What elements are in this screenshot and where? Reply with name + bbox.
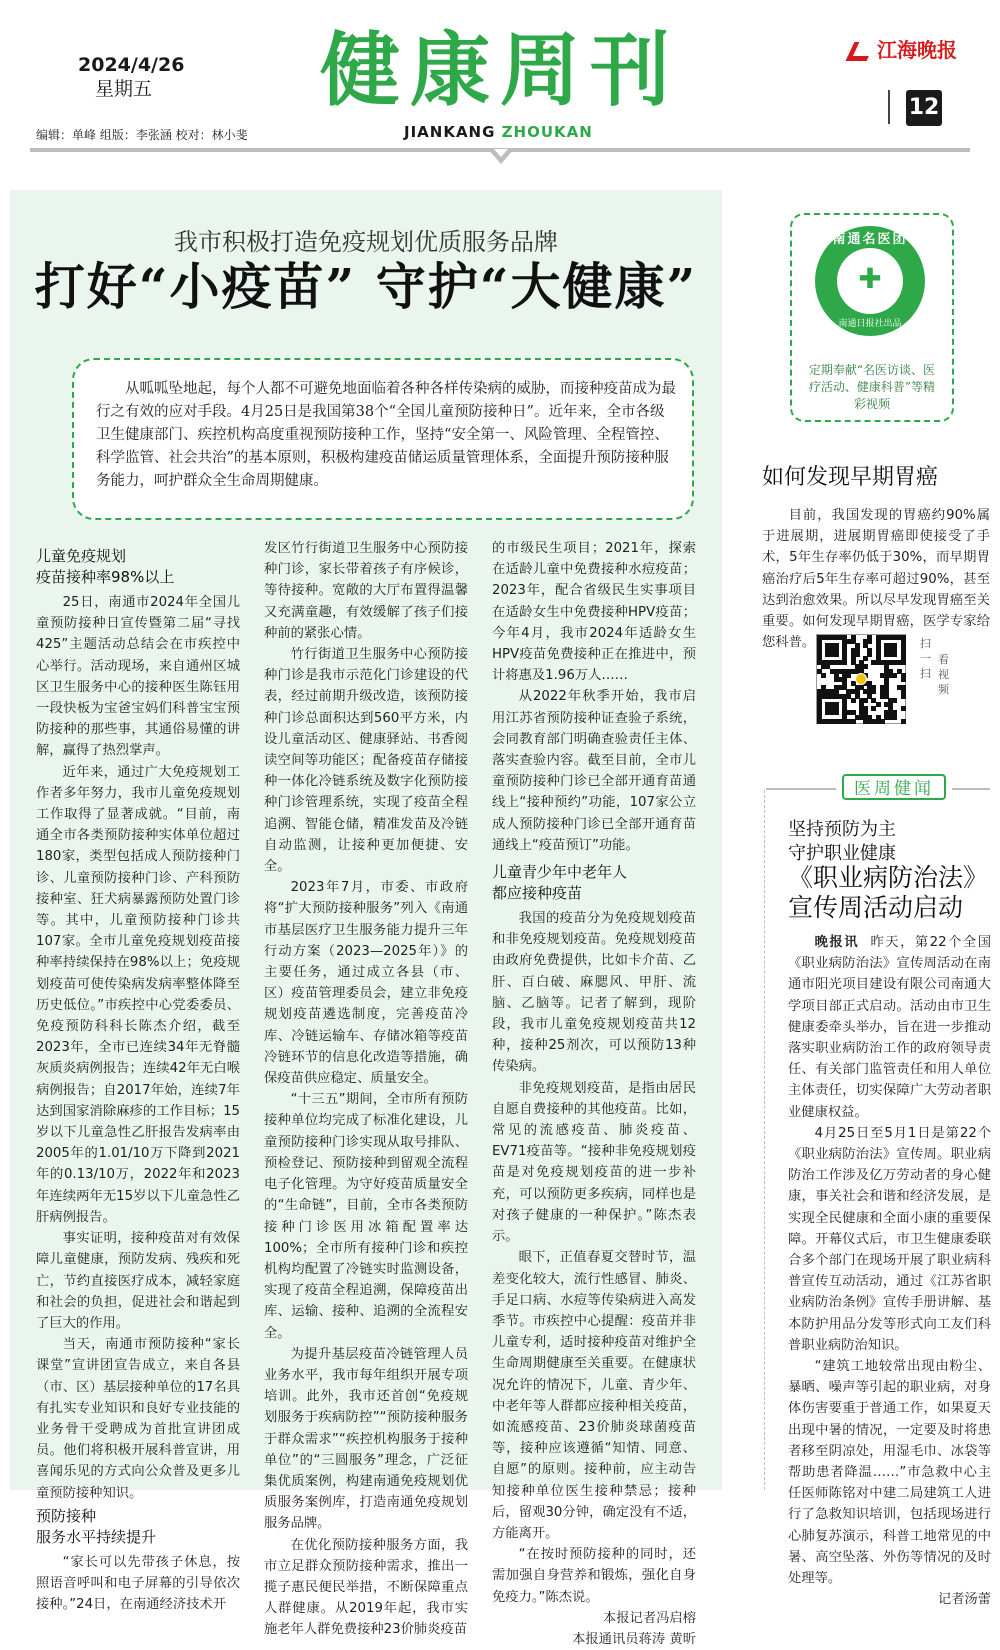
pinyin-a: JIANKANG	[404, 123, 496, 141]
section-heading-line: 预防接种	[36, 1506, 97, 1525]
paragraph: 目前，我国发现的胃癌约90%属于进展期，进展期胃癌即使接受了手术，5年生存率仍低于30%，而早期胃癌治疗后5年生存率可超过90%，甚至达到治愈效果。所以尽早发现胃癌至关重要。如何发现早期胃癌，医学专家给您科普。	[762, 508, 990, 651]
qr-module	[842, 660, 847, 665]
article-byline: 本报记者冯启榕	[602, 1610, 696, 1626]
doctor-figure-icon: ✚	[858, 262, 882, 295]
qr-module	[901, 677, 906, 682]
paragraph-text: 昨天，第22个全国《职业病防治法》宣传周活动在南通市阳光项目建设有限公司南通大学项目部正式启动。活动由市卫生健康委牵头举办，旨在进一步推动落实职业病防治工作的政府领导责任、有关部门监管责任和用人单位主体责任，切实保障广大劳动者职业健康权益。	[788, 935, 991, 1120]
qr-module	[851, 719, 856, 724]
logo-mark-icon	[846, 42, 876, 61]
qr-module	[901, 694, 906, 699]
news-title-line: 坚持预防为主	[788, 819, 896, 840]
qr-module	[901, 660, 906, 665]
paragraph: 25日，南通市2024年全国儿童预防接种日宣传暨第二届“寻找425”主题活动总结会在市疾控中心举行。活动现场，来自通州区城区卫生服务中心的接种医生陈钰用一段快板为宝爸宝妈们科普宝宝预防接种的那些事，其通俗易懂的讲解，赢得了热烈掌声。	[36, 595, 240, 759]
qr-module	[851, 698, 856, 703]
article-headline: 打好“小疫苗” 守护“大健康”	[34, 257, 698, 316]
section-heading-line: 服务水平持续提升	[36, 1527, 157, 1546]
paragraph: 近年来，通过广大免疫规划工作者多年努力，我市儿童免疫规划工作取得了显著成就。“目前，南通全市各类预防接种实体单位超过180家，类型包括成人预防接种门诊、儿童预防接种门诊、产科预防接种室、狂犬病暴露预防处置门诊等。其中，儿童预防接种门诊共107家。全市儿童免疫规划疫苗接种率持续保持在98%以上；免疫规划疫苗可使传染病发病率整体降至历史低位。”市疾控中心党委委员、免疫预防科科长陈杰介绍，截至2023年，全市已连续34年无脊髓灰质炎病例报告；连续42年无白喉病例报告；自2017年始，连续7年达到国家消除麻疹的工作目标；15岁以下儿童急性乙肝报告发病率由2005年的1.01/10万下降到2021年的0.13/10万，2022年和2023年连续两年无15岁以下儿童急性乙肝病例报告。	[36, 764, 240, 1225]
section-heading	[36, 546, 240, 588]
paragraph: 的市级民生项目；2021年，探索在适龄儿童中免费接种水痘疫苗；2023年，配合省级民生实事项目在适龄女生中免费接种HPV疫苗；今年4月，我市2024年适龄女生HPV疫苗免费接种正在推进中，预计将惠及1.96万人……	[492, 541, 696, 684]
news-title-line: 宣传周活动启动	[788, 893, 964, 922]
editor-credits: 编辑：单峰 组版：李张涵 校对：林小斐	[36, 128, 248, 142]
paragraph: “建筑工地较常出现由粉尘、暴晒、噪声等引起的职业病，对身体伤害要重于普通工作，如果夏天出现中暑的情况，一定要及时将患者移至阴凉处，用湿毛巾、冰袋等帮助患者降温……”市急救中心主任医师陈铭对中建二局建筑工人进行了急救知识培训，包括现场进行心肺复苏演示，科普工地常见的中暑、高空坠落、外伤等情况的及时处理等。	[788, 1359, 991, 1587]
gastric-cancer-title: 如何发现早期胃癌	[762, 465, 939, 490]
pinyin-b: ZHOUKAN	[501, 123, 593, 141]
scan-hint: 看视频	[938, 653, 949, 696]
qr-module	[901, 706, 906, 711]
header-chevron-inner	[494, 149, 508, 157]
paragraph: 2023年7月，市委、市政府将“扩大预防接种服务”列入《南通市基层医疗卫生服务能力提升三年行动方案（2023—2025年）》的主要任务，通过成立各县（市、区）疫苗管理委员会，建立非免疫规划疫苗遴选制度，完善疫苗冷库、冷链运输车、存储冰箱等疫苗冷链环节的信息化改造等措施，确保疫苗供应稳定、质量安全。	[264, 880, 468, 1087]
qr-module	[892, 652, 897, 657]
issue-weekday: 星期五	[95, 78, 153, 100]
paragraph: 4月25日至5月1日是第22个《职业病防治法》宣传周。职业病防治工作涉及亿万劳动者的身心健康，事关社会和谐和经济发展，是实现全民健康和全面小康的重要保障。开幕仪式后，市卫生健康委联合多个部门在现场开展了职业病科普宣传互动活动，通过《江苏省职业病防治条例》宣传手册讲解、基本防护用品分发等形式向工友们科普职业病防治知识。	[788, 1125, 991, 1353]
article-lead-box: 从呱呱坠地起，每个人都不可避免地面临着各种各样传染病的威胁，而接种疫苗成为最行之有效的应对手段。4月25日是我国第38个“全国儿童预防接种日”。近年来，全市各级卫生健康部门、疾控机构高度重视预防接种工作，坚持“安全第一、风险管理、全程管控、科学监管、社会共治”的基本原则，积极构建疫苗储运质量管理体系，全面提升预防接种服务能力，呵护群众全生命周期健康。	[72, 358, 694, 520]
paragraph: 为提升基层疫苗冷链管理人员业务水平，我市每年组织开展专项培训。此外，我市还首创“免疫规划服务于疾病防控”“预防接种服务于群众需求”“疾控机构服务于接种单位”的“三圆服务”理念，广泛征集优质案例，构建南通免疫规划优质服务案例库，打造南通免疫规划服务品牌。	[264, 1346, 468, 1532]
news-body	[788, 932, 991, 1611]
article-column-2	[264, 538, 468, 1641]
qr-module	[901, 719, 906, 724]
paragraph: “在按时预防接种的同时，还需加强自身营养和锻炼，强化自身免疫力。”陈杰说。	[492, 1547, 696, 1605]
paragraph: 事实证明，接种疫苗对有效保障儿童健康，预防发病、残疾和死亡，节约直接医疗成本，减轻家庭和社会的负担，促进社会和谐起到了巨大的作用。	[36, 1231, 240, 1331]
qr-module	[834, 652, 839, 657]
section-heading-line: 儿童青少年中老年人	[492, 863, 628, 882]
paragraph: 在优化预防接种服务方面，我市立足群众预防接种需求，推出一揽子惠民便民举措，不断保障重点人群健康。从2019年起，我市实施老年人群免费接种23价肺炎疫苗	[264, 1537, 468, 1638]
article-byline: 本报通讯员蒋涛 黄昕	[572, 1631, 696, 1647]
qr-module	[834, 710, 839, 715]
paragraph: 从2022年秋季开始，我市启用江苏省预防接种证查验子系统，会同教育部门明确查验责任主体、落实查验内容。截至目前，全市儿童预防接种门诊已全部开通育苗通线上“接种预约”功能，107家公立成人预防接种门诊已全部开通育苗通线上“疫苗预订”功能。	[492, 689, 696, 853]
scan-hint: 扫一扫	[920, 637, 931, 680]
qr-module	[871, 706, 876, 711]
article-column-1	[36, 546, 240, 1615]
paragraph: 我国的疫苗分为免疫规划疫苗和非免疫规划疫苗。免疫规划疫苗由政府免费提供，比如卡介苗、乙肝、百白破、麻腮风、甲肝、流脑、乙脑等。记者了解到，现阶段，我市儿童免疫规划疫苗共12种，接种25剂次，可以预防13种传染病。	[492, 911, 696, 1075]
qr-module	[892, 673, 897, 678]
gastric-cancer-text	[762, 505, 990, 653]
section-pinyin	[404, 123, 593, 141]
paragraph	[788, 932, 991, 1123]
qr-module	[892, 715, 897, 720]
paragraph: 当天，南通市预防接种“家长课堂”宣讲团宣告成立，来自各县（市、区）基层接种单位的17名具有扎实专业知识和良好专业技能的业务骨干受聘成为首批宣讲团成员。他们将积极开展科普宣讲，用喜闻乐见的方式向公众普及更多儿童预防接种知识。	[36, 1337, 240, 1501]
news-title-line: 守护职业健康	[788, 843, 896, 864]
section-heading	[36, 1506, 240, 1548]
column-divider	[764, 790, 766, 1490]
badge-subtitle: 南通日报社出品	[838, 319, 902, 329]
news-rule-left	[766, 788, 836, 790]
paragraph: 发区竹行街道卫生服务中心预防接种门诊，家长带着孩子有序候诊，等待接种。宽敞的大厅布置得温馨又充满童趣，有效缓解了孩子们接种前的紧张心情。	[264, 541, 468, 641]
badge-title: 南通名医团	[832, 232, 908, 247]
paragraph: 眼下，正值春夏交替时节，温差变化较大，流行性感冒、肺炎、手足口病、水痘等传染病进入高发季节。市疾控中心提醒：疫苗并非儿童专利，适时接种疫苗对维护全生命周期健康至关重要。在健康状况允许的情况下，儿童、青少年、中老年等人群都应接种相关疫苗，如流感疫苗、23价肺炎球菌疫苗等，接种应该遵循“知情、同意、自愿”的原则。接种前，应主动告知接种单位医生接种禁忌；接种后，留观30分钟，确定没有不适，方能离开。	[492, 1250, 696, 1541]
paragraph: 竹行街道卫生服务中心预防接种门诊是我市示范化门诊建设的代表，经过前期升级改造，该预防接种门诊总面积达到560平方米，内设儿童活动区、健康驿站、书香阅读空间等功能区；配备疫苗存储接种一体化冷链系统及数字化预防接种门诊管理系统，实现了疫苗全程追溯、智能仓储，精准发苗及冷链自动监测，让接种更加便捷、安全。	[264, 647, 468, 875]
section-heading	[492, 862, 696, 904]
section-heading-line: 儿童免疫规划	[36, 547, 127, 565]
qr-module	[821, 673, 826, 678]
promo-text: 定期奉献“名医访谈、医疗活动、健康科普”等精彩视频	[808, 363, 936, 411]
page-number-badge: 12	[906, 90, 942, 126]
paragraph: “家长可以先带孩子休息，按照语音呼叫和电子屏幕的引导依次接种。”24日，在南通经济技术开	[36, 1554, 240, 1613]
section-heading-line: 都应接种疫苗	[492, 884, 583, 903]
section-heading-line: 疫苗接种率98%以上	[36, 568, 175, 586]
paragraph: 非免疫规划疫苗，是指由居民自愿自费接种的其他疫苗。比如，常见的流感疫苗、肺炎疫苗、EV71疫苗等。“接种非免疫规划疫苗是对免疫规划疫苗的进一步补充，可以预防更多疾病，同样也是对孩子健康的一种保护。”陈杰表示。	[492, 1080, 696, 1245]
news-section-tag: 医周健闻	[842, 774, 946, 800]
newspaper-name: 江海晚报	[877, 38, 957, 62]
newspaper-logo	[850, 34, 957, 63]
paragraph: “十三五”期间，全市所有预防接种单位均完成了标准化建设，儿童预防接种门诊实现从取号排队、预检登记、预防接种到留观全流程电子化管理。为守好疫苗质量安全的“生命链”，目前，全市各类预防接种门诊医用冰箱配置率达100%；全市所有接种门诊和疾控机构均配置了冷链实时监测设备，实现了疫苗全程追溯，保障疫苗出库、运输、接种、追溯的全流程安全。	[264, 1092, 468, 1341]
news-rule-right	[952, 788, 990, 790]
news-byline: 记者汤蕾	[937, 1592, 991, 1608]
article-subheadline: 我市积极打造免疫规划优质服务品牌	[174, 228, 558, 256]
qr-center-icon	[855, 673, 867, 685]
section-brand-title: 健康周刊	[320, 23, 680, 117]
news-title-line: 《职业病防治法》	[788, 863, 989, 892]
issue-date: 2024/4/26	[78, 54, 185, 76]
news-lead-tag: 晚报讯	[814, 935, 859, 950]
qr-module	[880, 719, 885, 724]
article-column-3	[492, 538, 696, 1650]
page-divider	[888, 90, 890, 124]
